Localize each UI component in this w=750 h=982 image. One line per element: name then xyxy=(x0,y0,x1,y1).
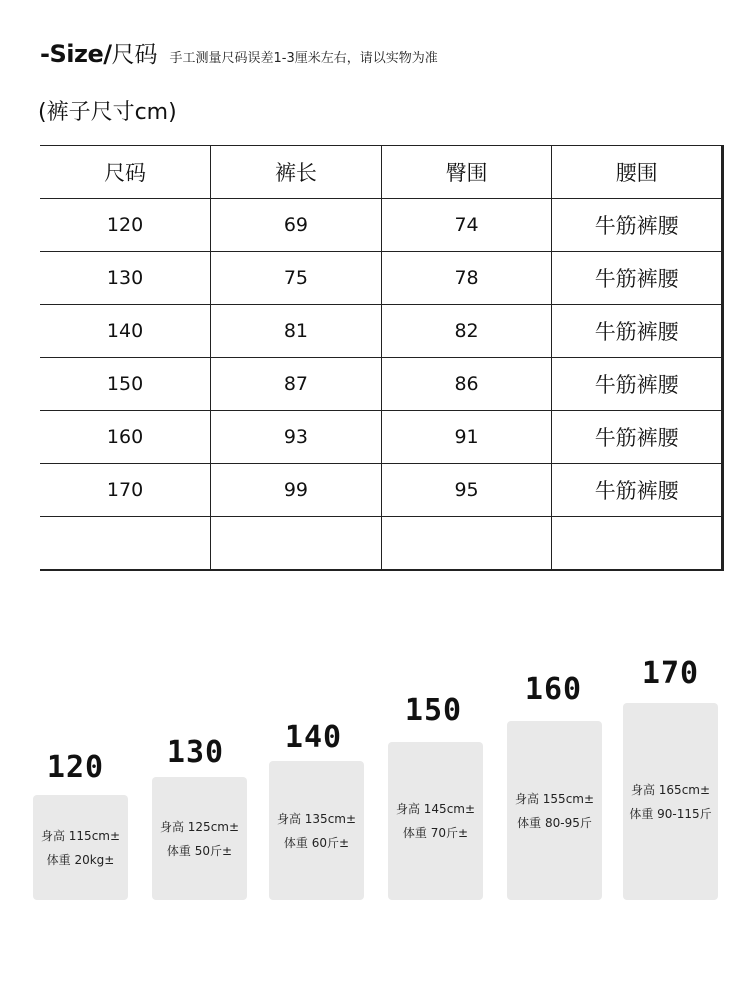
table-cell: 91 xyxy=(381,411,552,464)
table-cell xyxy=(552,517,723,571)
column-header: 尺码 xyxy=(40,146,211,199)
table-row xyxy=(40,305,723,358)
column-header: 裤长 xyxy=(211,146,382,199)
size-card xyxy=(388,742,483,900)
table-cell: 牛筋裤腰 xyxy=(552,199,723,252)
table-cell: 69 xyxy=(211,199,382,252)
size-card-height: 身高 125cm± xyxy=(159,819,240,834)
table-row xyxy=(40,464,723,517)
table-cell: 牛筋裤腰 xyxy=(552,305,723,358)
table-cell: 170 xyxy=(40,464,211,517)
size-card-label: 130 xyxy=(166,735,225,770)
size-header xyxy=(40,36,438,69)
size-card-label: 160 xyxy=(524,672,583,707)
table-row xyxy=(40,358,723,411)
size-table xyxy=(40,145,724,571)
size-card-label: 120 xyxy=(46,750,105,785)
size-card-weight: 体重 60斤± xyxy=(283,835,350,850)
table-cell xyxy=(211,517,382,571)
table-cell: 130 xyxy=(40,252,211,305)
size-card-weight: 体重 80-95斤 xyxy=(517,815,592,830)
table-cell: 86 xyxy=(381,358,552,411)
size-card-height: 身高 115cm± xyxy=(40,828,121,843)
table-cell xyxy=(40,517,211,571)
size-card-label: 150 xyxy=(404,693,463,728)
size-card-label: 140 xyxy=(284,720,343,755)
table-cell: 81 xyxy=(211,305,382,358)
table-cell: 78 xyxy=(381,252,552,305)
table-cell: 160 xyxy=(40,411,211,464)
column-header: 臀围 xyxy=(381,146,552,199)
size-card-height: 身高 165cm± xyxy=(630,782,711,797)
table-row xyxy=(40,199,723,252)
table-cell: 87 xyxy=(211,358,382,411)
table-cell xyxy=(381,517,552,571)
size-card xyxy=(152,777,247,900)
size-card xyxy=(623,703,718,900)
size-card-height: 身高 135cm± xyxy=(276,811,357,826)
table-cell: 牛筋裤腰 xyxy=(552,252,723,305)
table-row xyxy=(40,517,723,571)
table-cell: 75 xyxy=(211,252,382,305)
table-cell: 牛筋裤腰 xyxy=(552,464,723,517)
table-row xyxy=(40,411,723,464)
size-label-cn: 尺码 xyxy=(111,42,158,68)
size-card-height: 身高 155cm± xyxy=(514,791,595,806)
column-header: 腰围 xyxy=(552,146,723,199)
size-card xyxy=(33,795,128,900)
table-header-row xyxy=(40,146,723,199)
table-cell: 74 xyxy=(381,199,552,252)
size-card-height: 身高 145cm± xyxy=(395,802,476,816)
table-cell: 93 xyxy=(211,411,382,464)
table-title: (裤子尺寸cm) xyxy=(38,100,177,125)
table-cell: 99 xyxy=(211,464,382,517)
measurement-note: 手工测量尺码误差1-3厘米左右，请以实物为准 xyxy=(169,51,438,66)
size-card-weight: 体重 70斤± xyxy=(402,826,469,840)
table-cell: 牛筋裤腰 xyxy=(552,358,723,411)
size-card-weight: 体重 50斤± xyxy=(166,843,233,858)
table-cell: 140 xyxy=(40,305,211,358)
size-card xyxy=(269,761,364,900)
size-card xyxy=(507,721,602,900)
size-card-weight: 体重 90-115斤 xyxy=(629,806,712,821)
table-cell: 牛筋裤腰 xyxy=(552,411,723,464)
size-card-label: 170 xyxy=(641,656,700,691)
table-cell: 95 xyxy=(381,464,552,517)
size-label: -Size/ xyxy=(40,40,112,68)
table-cell: 120 xyxy=(40,199,211,252)
table-row xyxy=(40,252,723,305)
table-cell: 150 xyxy=(40,358,211,411)
table-cell: 82 xyxy=(381,305,552,358)
size-card-weight: 体重 20kg± xyxy=(46,852,115,867)
